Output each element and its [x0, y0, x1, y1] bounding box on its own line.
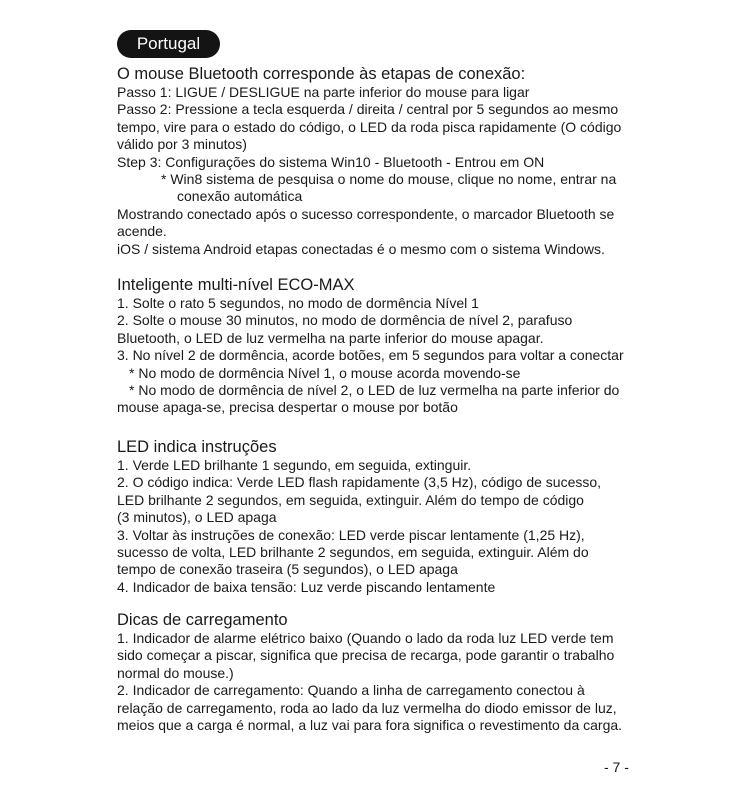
text-line: LED brilhante 2 segundos, em seguida, extinguir. Além do tempo de código	[117, 491, 584, 508]
section-heading: Inteligente multi-nível ECO-MAX	[117, 276, 355, 294]
text-line: * No modo de dormência Nível 1, o mouse acorda movendo-se	[129, 364, 521, 381]
text-line: válido por 3 minutos)	[117, 136, 247, 153]
text-line: Passo 2: Pressione a tecla esquerda / direita / central por 5 segundos ao mesmo	[117, 101, 619, 118]
text-line: 2. Indicador de carregamento: Quando a linha de carregamento conectou à	[117, 682, 585, 699]
language-badge: Portugal	[117, 30, 220, 58]
text-line: * No modo de dormência de nível 2, o LED de luz vermelha na parte inferior do	[129, 382, 620, 399]
text-line: 1. Indicador de alarme elétrico baixo (Quando o lado da roda luz LED verde tem	[117, 630, 614, 646]
text-line: 3. No nível 2 de dormência, acorde botões, em 5 segundos para voltar a conectar	[117, 347, 624, 364]
text-line: iOS / sistema Android etapas conectadas é o mesmo com o sistema Windows.	[117, 240, 605, 257]
text-line: 2. O código indica: Verde LED flash rapidamente (3,5 Hz), código de sucesso,	[117, 474, 602, 491]
text-line: sucesso de volta, LED brilhante 2 segundos, em seguida, extinguir. Além do	[117, 544, 589, 561]
section-led-instructions	[117, 437, 657, 596]
section-eco-max	[117, 275, 657, 417]
text-line: 4. Indicador de baixa tensão: Luz verde piscando lentamente	[117, 578, 496, 595]
text-line: 2. Solte o mouse 30 minutos, no modo de dormência de nível 2, parafuso	[117, 312, 573, 329]
text-line: conexão automática	[177, 188, 303, 205]
text-line: 1. Solte o rato 5 segundos, no modo de dormência Nível 1	[117, 295, 479, 311]
text-line: acende.	[117, 223, 167, 240]
text-line: (3 minutos), o LED apaga	[117, 509, 277, 526]
text-line: 3. Voltar às instruções de conexão: LED verde piscar lentamente (1,25 Hz),	[117, 526, 585, 543]
text-line: Mostrando conectado após o sucesso correspondente, o marcador Bluetooth se	[117, 205, 615, 222]
text-line: tempo de conexão traseira (5 segundos), o LED apaga	[117, 561, 458, 578]
text-line: normal do mouse.)	[117, 664, 234, 681]
page-number: - 7 -	[604, 759, 629, 775]
text-line: tempo, vire para o estado do código, o LED da roda pisca rapidamente (O código	[117, 118, 622, 135]
section-heading: O mouse Bluetooth corresponde às etapas de conexão:	[117, 65, 526, 83]
text-line: Passo 1: LIGUE / DESLIGUE na parte inferior do mouse para ligar	[117, 84, 530, 100]
text-line: Step 3: Configurações do sistema Win10 - Bluetooth - Entrou em ON	[117, 153, 545, 170]
section-heading: LED indica instruções	[117, 438, 277, 456]
text-line: * Win8 sistema de pesquisa o nome do mouse, clique no nome, entrar na	[161, 171, 617, 188]
text-line: mouse apaga-se, precisa despertar o mouse por botão	[117, 399, 458, 416]
text-line: Bluetooth, o LED de luz vermelha na parte inferior do mouse apagar.	[117, 329, 544, 346]
section-charging-tips	[117, 610, 657, 734]
text-line: relação de carregamento, roda ao lado da luz vermelha do diodo emissor de luz,	[117, 699, 617, 716]
text-line: meios que a carga é normal, a luz vai para fora significa o revestimento da carga.	[117, 717, 623, 734]
text-line: 1. Verde LED brilhante 1 segundo, em seguida, extinguir.	[117, 457, 472, 473]
text-line: sido começar a piscar, significa que precisa de recarga, pode garantir o trabalho	[117, 647, 615, 664]
section-heading: Dicas de carregamento	[117, 611, 288, 629]
section-bluetooth-pairing	[117, 64, 657, 258]
